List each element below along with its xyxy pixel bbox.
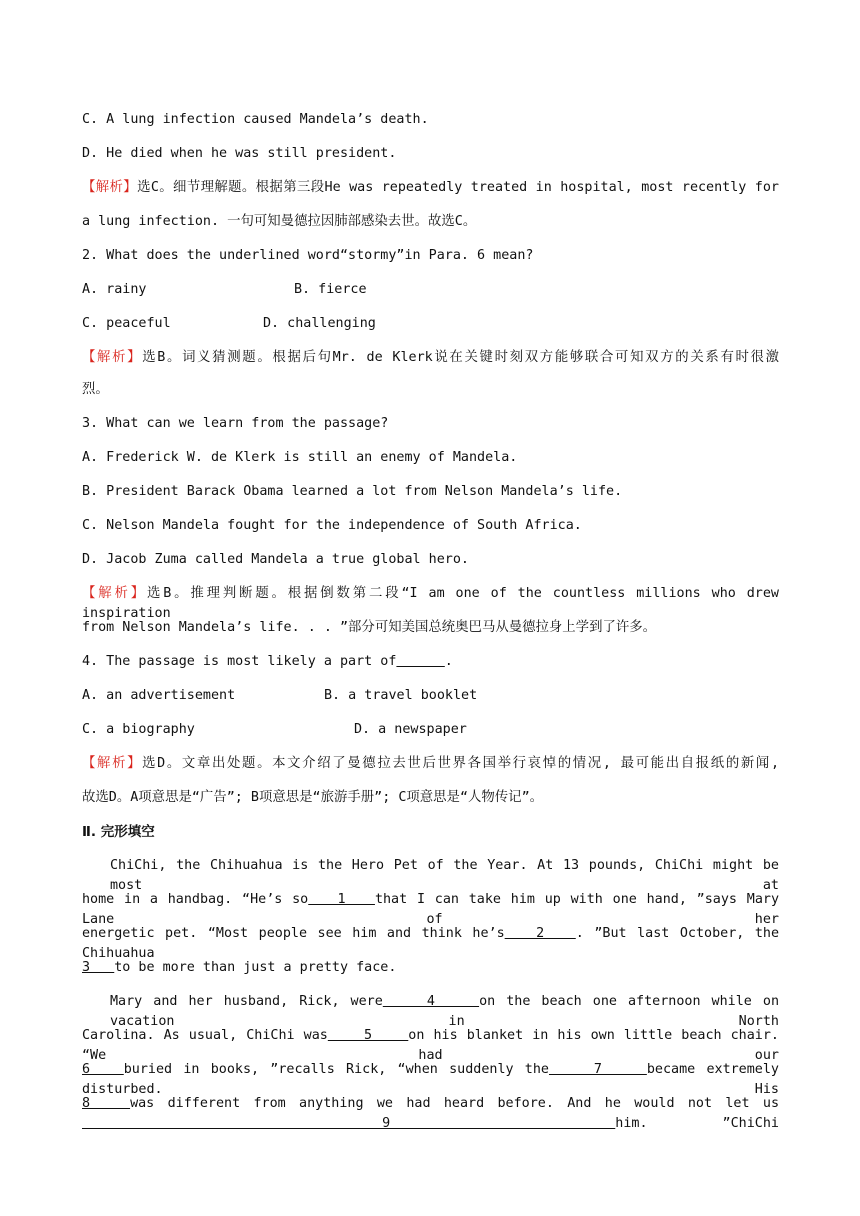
q4-explanation-line-2: 故选D。A项意思是“广告”; B项意思是“旅游手册”; C项意思是“人物传记”。	[82, 790, 544, 805]
passage-line-6: Carolina. As usual, ChiChi was 5 on his blanket in his own little beach chair. “We had our	[82, 1028, 779, 1063]
q4-options-ab: A. an advertisement B. a travel booklet	[82, 688, 478, 703]
q3-option-b: B. President Barack Obama learned a lot from Nelson Mandela’s life.	[82, 484, 623, 499]
passage-line-3: energetic pet. “Most people see him and think he’s 2 . ”But last October, the Chihuahua	[82, 926, 780, 961]
explanation-tag: 【解析】	[82, 350, 143, 365]
q3-option-a: A. Frederick W. de Klerk is still an enemy of Mandela.	[82, 450, 518, 465]
cloze-blank-9: 9	[82, 1116, 616, 1131]
q4-explanation-line-1: 【解析】选D。文章出处题。本文介绍了曼德拉去世后世界各国举行哀悼的情况, 最可能出自报纸的新闻,	[82, 756, 780, 771]
cloze-blank-8: 8	[82, 1096, 131, 1111]
q3-stem: 3. What can we learn from the passage?	[82, 416, 389, 431]
passage-line-5: Mary and her husband, Rick, were 4 on the beach one afternoon while on vacation in North	[110, 994, 780, 1029]
q4-stem: 4. The passage is most likely a part of .	[82, 654, 453, 669]
answer-blank	[396, 654, 444, 669]
q1-explanation-line-2: a lung infection. 一句可知曼德拉因肺部感染去世。故选C。	[82, 214, 477, 229]
q4-options-cd: C. a biography D. a newspaper	[82, 722, 467, 737]
explanation-tag: 【解析】	[82, 756, 143, 771]
passage-line-8: 8 was different from anything we had heard before. And he would not let us 9 him. ”ChiChi	[82, 1096, 780, 1131]
q2-stem: 2. What does the underlined word“stormy”in Para. 6 mean?	[82, 248, 534, 263]
q3-explanation-line-1: 【解析】选B。推理判断题。根据倒数第二段“I am one of the countless millions who drew inspiration	[82, 586, 779, 621]
cloze-blank-7: 7	[548, 1062, 647, 1077]
q2-options-ab: A. rainy B. fierce	[82, 282, 367, 297]
cloze-blank-5: 5	[327, 1028, 409, 1043]
cloze-blank-2: 2	[504, 926, 576, 941]
q1-explanation-line-1: 【解析】选C。细节理解题。根据第三段He was repeatedly treated in hospital, most recently for	[82, 180, 779, 195]
q3-explanation-line-2: from Nelson Mandela’s life. . . ”部分可知美国总统奥巴马从曼德拉身上学到了许多。	[82, 620, 657, 635]
passage-line-2: home in a handbag. “He’s so 1 that I can take him up with one hand, ”says Mary Lane of her	[82, 892, 780, 927]
cloze-blank-1: 1	[308, 892, 375, 907]
q3-option-d: D. Jacob Zuma called Mandela a true global hero.	[82, 552, 469, 567]
q2-explanation-line-1: 【解析】选B。词义猜测题。根据后句Mr. de Klerk说在关键时刻双方能够联合可知双方的关系有时很激	[82, 350, 779, 365]
explanation-tag: 【解析】	[82, 180, 138, 195]
q2-options-cd: C. peaceful D. challenging	[82, 316, 376, 331]
q1-option-d: D. He died when he was still president.	[82, 146, 397, 161]
passage-line-1: ChiChi, the Chihuahua is the Hero Pet of the Year. At 13 pounds, ChiChi might be most at	[110, 858, 779, 893]
explanation-tag: 【解析】	[82, 586, 147, 601]
q2-explanation-line-2: 烈。	[82, 382, 109, 397]
passage-line-4: 3 to be more than just a pretty face.	[82, 960, 397, 975]
passage-line-7: 6 buried in books, ”recalls Rick, “when suddenly the 7 became extremely disturbed. His	[82, 1062, 779, 1097]
q3-option-c: C. Nelson Mandela fought for the independence of South Africa.	[82, 518, 582, 533]
cloze-blank-6: 6	[82, 1062, 124, 1077]
section-heading-cloze: Ⅱ. 完形填空	[82, 824, 155, 840]
q1-option-c: C. A lung infection caused Mandela’s death.	[82, 112, 429, 127]
cloze-blank-3: 3	[82, 960, 115, 975]
cloze-blank-4: 4	[382, 994, 480, 1009]
